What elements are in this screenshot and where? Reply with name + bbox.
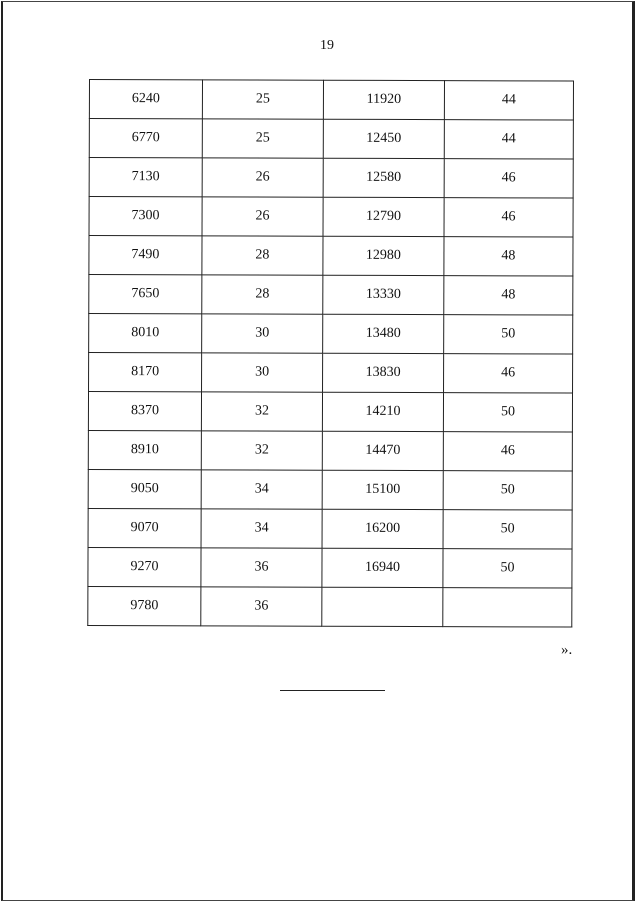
- table-cell: 12790: [323, 197, 444, 236]
- table-cell: 50: [444, 315, 573, 354]
- table-cell: 32: [201, 392, 322, 431]
- table-row: [88, 586, 572, 627]
- table-row: [88, 392, 572, 433]
- table-row: [88, 469, 572, 510]
- table-row: [89, 80, 573, 121]
- table-cell: 12580: [323, 158, 444, 197]
- table-cell: 30: [202, 353, 323, 392]
- table-cell: 8910: [88, 430, 201, 469]
- data-table: [87, 79, 574, 628]
- table-row: [89, 275, 573, 316]
- table-cell: 44: [444, 81, 573, 120]
- table-cell: 26: [202, 197, 323, 236]
- table-cell: 30: [202, 314, 323, 353]
- table-cell: 36: [201, 587, 322, 626]
- table-cell: 46: [444, 354, 573, 393]
- table-cell: 13830: [323, 353, 444, 392]
- table-cell: 16200: [322, 509, 443, 548]
- table-cell: 7490: [89, 236, 202, 275]
- table-cell: 11920: [323, 80, 444, 119]
- table-cell: 7650: [89, 275, 202, 314]
- table-cell: 8370: [88, 392, 201, 431]
- table-cell: 14470: [322, 431, 443, 470]
- table-cell: 6240: [89, 80, 202, 119]
- table-cell: 16940: [322, 548, 443, 587]
- table-cell: [443, 588, 572, 627]
- table-row: [88, 508, 572, 549]
- table-cell: 9270: [88, 547, 201, 586]
- closing-quote-mark: ».: [561, 642, 573, 658]
- table-row: [89, 236, 573, 277]
- table-cell: 9050: [88, 469, 201, 508]
- table-cell: 46: [444, 198, 573, 237]
- table-cell: 25: [202, 80, 323, 119]
- table-cell: 7300: [89, 197, 202, 236]
- table-cell: 50: [443, 471, 572, 510]
- table-cell: 50: [443, 549, 572, 588]
- table-cell: 12980: [323, 236, 444, 275]
- table-cell: 28: [202, 236, 323, 275]
- table-cell: 44: [444, 120, 573, 159]
- table-cell: 36: [201, 548, 322, 587]
- table-cell: 32: [201, 431, 322, 470]
- table-cell: 34: [201, 470, 322, 509]
- table-cell: 34: [201, 509, 322, 548]
- table-cell: 46: [444, 159, 573, 198]
- table-row: [88, 547, 572, 588]
- table-cell: 50: [443, 510, 572, 549]
- table-cell: 8170: [89, 353, 202, 392]
- table-cell: 6770: [89, 119, 202, 158]
- table-cell: 50: [443, 393, 572, 432]
- table-cell: 15100: [322, 470, 443, 509]
- table-row: [89, 197, 573, 238]
- table-cell: 8010: [89, 314, 202, 353]
- table-row: [88, 430, 572, 471]
- table-cell: 14210: [322, 392, 443, 431]
- table-cell: 13480: [323, 314, 444, 353]
- table-cell: 7130: [89, 158, 202, 197]
- table-cell: 25: [202, 119, 323, 158]
- table-body: [88, 80, 574, 628]
- end-rule: [280, 690, 385, 691]
- table-cell: 9070: [88, 508, 201, 547]
- table-cell: 28: [202, 275, 323, 314]
- table-row: [89, 119, 573, 160]
- table-cell: 12450: [323, 119, 444, 158]
- table-cell: 48: [444, 237, 573, 276]
- table-cell: 13330: [323, 275, 444, 314]
- table-cell: 48: [444, 276, 573, 315]
- table-row: [89, 314, 573, 355]
- table-cell: 9780: [88, 586, 201, 625]
- table-cell: 46: [443, 432, 572, 471]
- page-number: 19: [320, 38, 334, 53]
- table-cell: [322, 587, 443, 626]
- table-row: [89, 353, 573, 394]
- table-row: [89, 158, 573, 199]
- table-cell: 26: [202, 158, 323, 197]
